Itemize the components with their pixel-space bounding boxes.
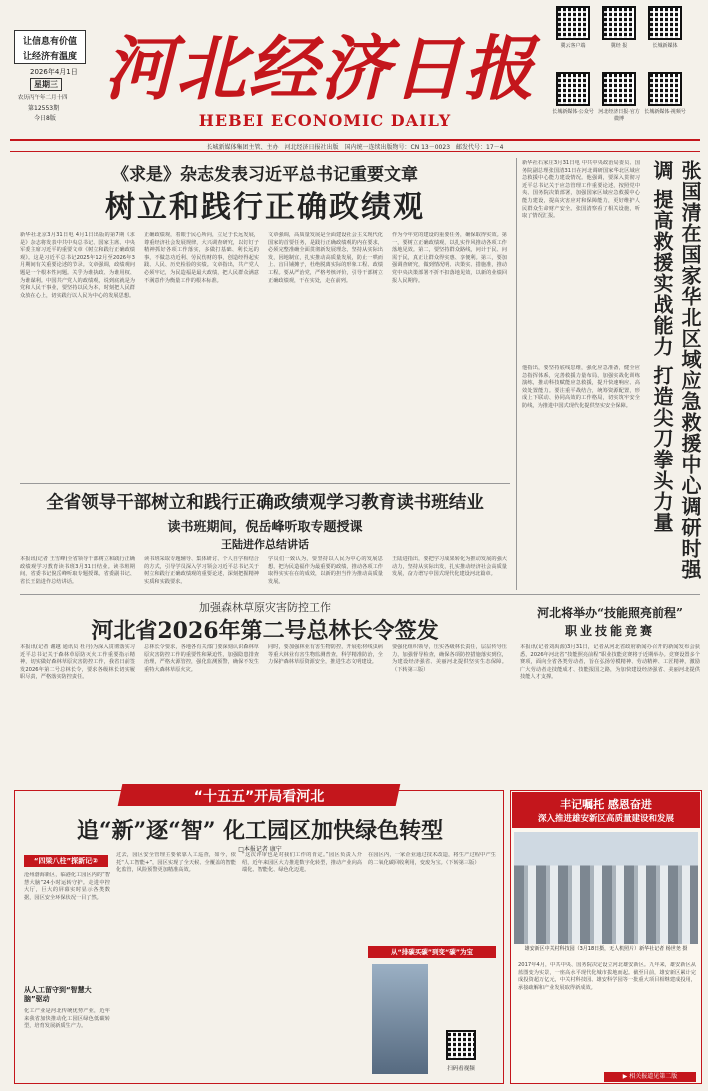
feature-col-1: 沧州渤海新区，临港化工园区内的“智慧大脑”24小时运转守护。走进中控大厅，巨大的屏幕实时显示各类数据，园区安全环保状况一目了然。 <box>24 872 110 901</box>
qr-code-2[interactable] <box>602 6 636 40</box>
photo-link[interactable]: ▶ 相关报道见第二版 <box>604 1072 696 1082</box>
qr-label-5: 河北经济日报·官方微博 <box>598 109 640 122</box>
photo-subtitle: 深入推进雄安新区高质量建设和发展 <box>537 814 674 824</box>
feature-video-thumb[interactable] <box>372 964 428 1074</box>
second-col-4: 王陆进指出，要把学习成果转化为推动发展的强大动力，坚持从实际出发，扎实推动经济社会高质量发展，奋力谱写中国式现代化建设河北篇章。 <box>392 556 507 578</box>
qr-code-6[interactable] <box>648 72 682 106</box>
skills-col: 本报讯(记者刘禹源)3月31日，记者从河北省政府新闻办召开的新闻发布会获悉，2026年河北省“技能照亮前程”职业技能竞赛将于近期举办。竞赛设置多个赛项，面向全省各类劳动者，旨在弘扬劳模精神、劳动精神、工匠精神，激励广大劳动者走技能成才、技能报国之路，为加快建设经济强省、美丽河北提供技能人才支撑。 <box>520 644 700 681</box>
masthead <box>0 0 708 138</box>
second-headline: 全省领导干部树立和践行正确政绩观学习教育读书班结业 <box>46 493 484 513</box>
lead-col-4: 作为今年党的建设的重要任务，确保取得实效。第一，要树立正确政绩观，以扎实作风推动各项工作落地见效。第二，要坚持群众路线，问计于民、问需于民，真正让群众得实惠、享便利。第三，要加强调查研究，做到情况明、决策实、措施准，推动党中央决策部署不折不扣落地见效，以新的业绩回报人民期待。 <box>392 232 507 284</box>
second-subhead-1: 读书班期间，倪岳峰听取专题授课 <box>167 520 363 535</box>
slogan-line-1: 让信息有价值 <box>22 37 77 47</box>
skills-headline-2: 职业技能竞赛 <box>564 624 655 638</box>
forest-col-2: 总林长令要求，各地各有关部门要深刻认识森林草原灾害防控工作的重要性和紧迫性，加强隐患排查治理，严格火源管控，强化监测预警，确保不发生重特大森林草原火灾。 <box>144 644 259 673</box>
qr-code-3[interactable] <box>648 6 682 40</box>
photo-body: 2017年4月，中共中央、国务院决定设立河北雄安新区。九年来，雄安新区从蓝图变为实景，一座高水平现代化城市拔地而起。截至目前，雄安新区累计完成投资超万亿元，中关村科技园、雄安科学园等一批重大项目相继建成投用，承接疏解和产业发展取得新成效。 <box>518 962 696 991</box>
lead-col-1: 新华社北京3月31日电 4月1日出版的第7期《求是》杂志将发表中共中央总书记、国家主席、中央军委主席习近平的重要文章《树立和践行正确政绩观》。这是习近平总书记2025年12月至2026年3月期间有关重要论述的节录。文章强调，政绩观问题是一个根本性问题。关乎为谁执政、为谁用权、为谁谋利。中国共产党人的政绩观，说到底就是为党和人民干事业，要坚持以民为本，时刻把人民群众放在心上，切实践行以人民为中心的发展思想。 <box>20 232 135 299</box>
slogan-line-2: 让经济有温度 <box>22 52 77 62</box>
issue-number: 第12553期 <box>28 105 60 112</box>
qr-label-6: 长城新媒体·视频号 <box>644 109 686 115</box>
qr-label-2: 冀经 报 <box>610 43 628 49</box>
qr-code-4[interactable] <box>556 72 590 106</box>
side-col-1: 新华社石家庄3月31日电 中共中央政治局委员、国务院副总理张国清31日在河北调研国家华北区域应急救援中心能力建设情况。他强调，要深入贯彻习近平总书记关于应急管理工作重要论述，按照党中央、国务院决策部署，加强国家区域应急救援中心能力建设，提高灾害应对和保障能力，更好维护人民群众生命财产安全。张国清察看了相关设施，听取了情况汇报。 <box>522 160 640 220</box>
forest-col-3: 同时，要加强林业有害生物防控，开展松材线虫病等重大林业有害生物监测普查，科学精准防治，全力保护森林草原资源安全，推进生态文明建设。 <box>268 644 383 666</box>
feature-byline: □本报记者 康宁 <box>238 846 282 853</box>
lead-col-2: 正确政绩观，着眼于民心所向，立足于长远发展，尊重经济社会发展规律，大兴调查研究，以钉钉子精神抓好各项工作落实，多做打基础、利长远的事，不做急功近利、劳民伤财的事，创造经得起实践、人民、历史检验的实绩。文章指出，共产党人必须牢记，为民造福是最大政绩，把人民群众满意不满意作为衡量工作的根本标准。 <box>144 232 259 284</box>
second-col-2: 读书班采取专题辅导、集体研讨、个人自学相结合的方式，引导学员深入学习领会习近平总书记关于树立和践行正确政绩观的重要论述，深刻把握精神实质和实践要求。 <box>144 556 259 585</box>
feature-badge: “四梁八柱”探新记② <box>24 855 108 867</box>
newspaper-title-en: HEBEI ECONOMIC DAILY <box>198 111 452 130</box>
newspaper-title: 河北经济日报 <box>104 27 536 110</box>
skills-headline-1: 河北将举办“技能照亮前程” <box>537 606 683 620</box>
feature-col-3: “这次评审也是对我们工作的肯定。”园区负责人介绍，近年来园区大力推进数字化转型，推动产业向高端化、智能化、绿色化迈进。 <box>242 852 362 874</box>
section-rule-2 <box>20 483 510 484</box>
masthead-date: 2026年4月1日 <box>30 68 78 76</box>
feature-qr-note: 扫码看视频 <box>447 1066 475 1072</box>
forest-kicker: 加强森林草原灾害防控工作 <box>199 601 331 614</box>
feature-subhead: 从人工留守到“智慧大脑”驱动 <box>24 986 92 1003</box>
feature-subhead-2: 从“排碳买碳”到变“碳”为宝 <box>368 946 496 958</box>
feature-qr-code[interactable] <box>446 1030 476 1060</box>
xiongan-photo[interactable] <box>514 832 698 944</box>
qr-label-1: 冀云客户端 <box>560 43 586 49</box>
qr-label-4: 长城新媒体·公众号 <box>552 109 594 115</box>
masthead-rule <box>10 139 700 141</box>
photo-caption: 雄安新区中关村科技园（3月18日摄，无人机照片）新华社记者 杨世尧 摄 <box>524 946 688 952</box>
second-col-1: 本报讯(记者 王雪峰)全省领导干部树立和践行正确政绩观学习教育读书班3月31日结业。读书班期间，省委书记倪岳峰听取专题授课。省委副书记、省长王陆进作总结讲话。 <box>20 556 135 585</box>
lead-kicker: 《求是》杂志发表习近平总书记重要文章 <box>112 165 418 185</box>
side-headline: 张国清在国家华北区域应急救援中心调研时强调 提高救援实战能力 打造尖刀拳头力量 <box>650 160 702 580</box>
infobar-rule <box>10 151 700 152</box>
lead-headline: 树立和践行正确政绩观 <box>105 190 425 225</box>
qr-label-3: 长城新媒体 <box>652 43 678 49</box>
publisher-infobar: 长城新媒体集团主管、主办 河北经济日报社出版 国内统一连续出版物号：CN 13－0023 邮发代号：17－4 <box>206 144 504 151</box>
feature-col-2: 过去，园区安全管理主要依靠人工巡查，如今，依托“人工智能+”，园区实现了全天候、全覆盖的智能化监管，风险预警更加精准高效。 <box>116 852 236 874</box>
forest-col-1: 本报讯(记者 谢越 通讯员 杜丹)为深入贯彻落实习近平总书记关于森林草原防灭火工作重要指示精神，切实做好森林草原灾害防控工作，我省日前签发2026年第二号总林长令，要求各级林长切实履职尽责，严格落实防控责任。 <box>20 644 135 681</box>
forest-headline: 河北省2026年第二号总林长令签发 <box>91 618 439 644</box>
section-rule-3 <box>20 594 700 595</box>
weekday-badge: 星期三 <box>30 78 62 91</box>
second-col-3: 学员们一致认为，要坚持以人民为中心的发展思想，把为民造福作为最重要的政绩，推动各项工作取得实实在在的成效，以新的担当作为推动高质量发展。 <box>268 556 383 585</box>
column-divider <box>516 158 517 590</box>
qr-code-5[interactable] <box>602 72 636 106</box>
feature-col-1b: 化工产业是河北传统优势产业，近年来我省加快推动化工园区绿色低碳转型，培育发展新质生产力。 <box>24 1008 110 1030</box>
forest-col-4: 要强化组织领导，压实各级林长责任，层层传导压力，加强督导检查，确保各项防控措施落实到位，为建设经济强省、美丽河北提供坚实生态保障。（下转第三版） <box>392 644 507 673</box>
feature-banner-text: “十五五”开局看河北 <box>193 789 325 805</box>
photo-title: 丰记嘱托 感恩奋进 <box>560 798 652 811</box>
page-count: 今日8版 <box>34 115 56 122</box>
feature-col-4: 在园区内，一家企业通过技术改造，将生产过程中产生的二氧化碳回收利用，变废为宝。（下转第三版） <box>368 852 496 866</box>
lunar-date: 农历丙午年二月十四 <box>18 95 68 101</box>
lead-col-3: 文章强调，高质量发展是全面建设社会主义现代化国家的首要任务，是践行正确政绩观的内在要求，必须完整准确全面贯彻新发展理念，坚持从实际出发，因地制宜，扎实推动高质量发展，防止一哄而上、盲目铺摊子，杜绝脱离实际的形象工程、政绩工程。要从严治党，严格考核评价，引导干部树立正确政绩观，干在实处，走在前列。 <box>268 232 383 284</box>
second-subhead-2: 王陆进作总结讲话 <box>221 538 309 551</box>
qr-code-1[interactable] <box>556 6 590 40</box>
slogan-box <box>14 30 86 64</box>
side-col-2: 他指出，要坚持底线思维，强化应急准备，健全应急指挥体系，完善救援力量布局，加强实战化训练演练，推动科技赋能应急救援，提升快速响应、高效处置能力。要注重平战结合，统筹资源配置，形成上下联动、协同高效的工作格局，切实筑牢安全防线，为推进中国式现代化提供坚实安全保障。 <box>522 365 640 409</box>
feature-headline: 追“新”逐“智” 化工园区加快绿色转型 <box>76 818 444 844</box>
